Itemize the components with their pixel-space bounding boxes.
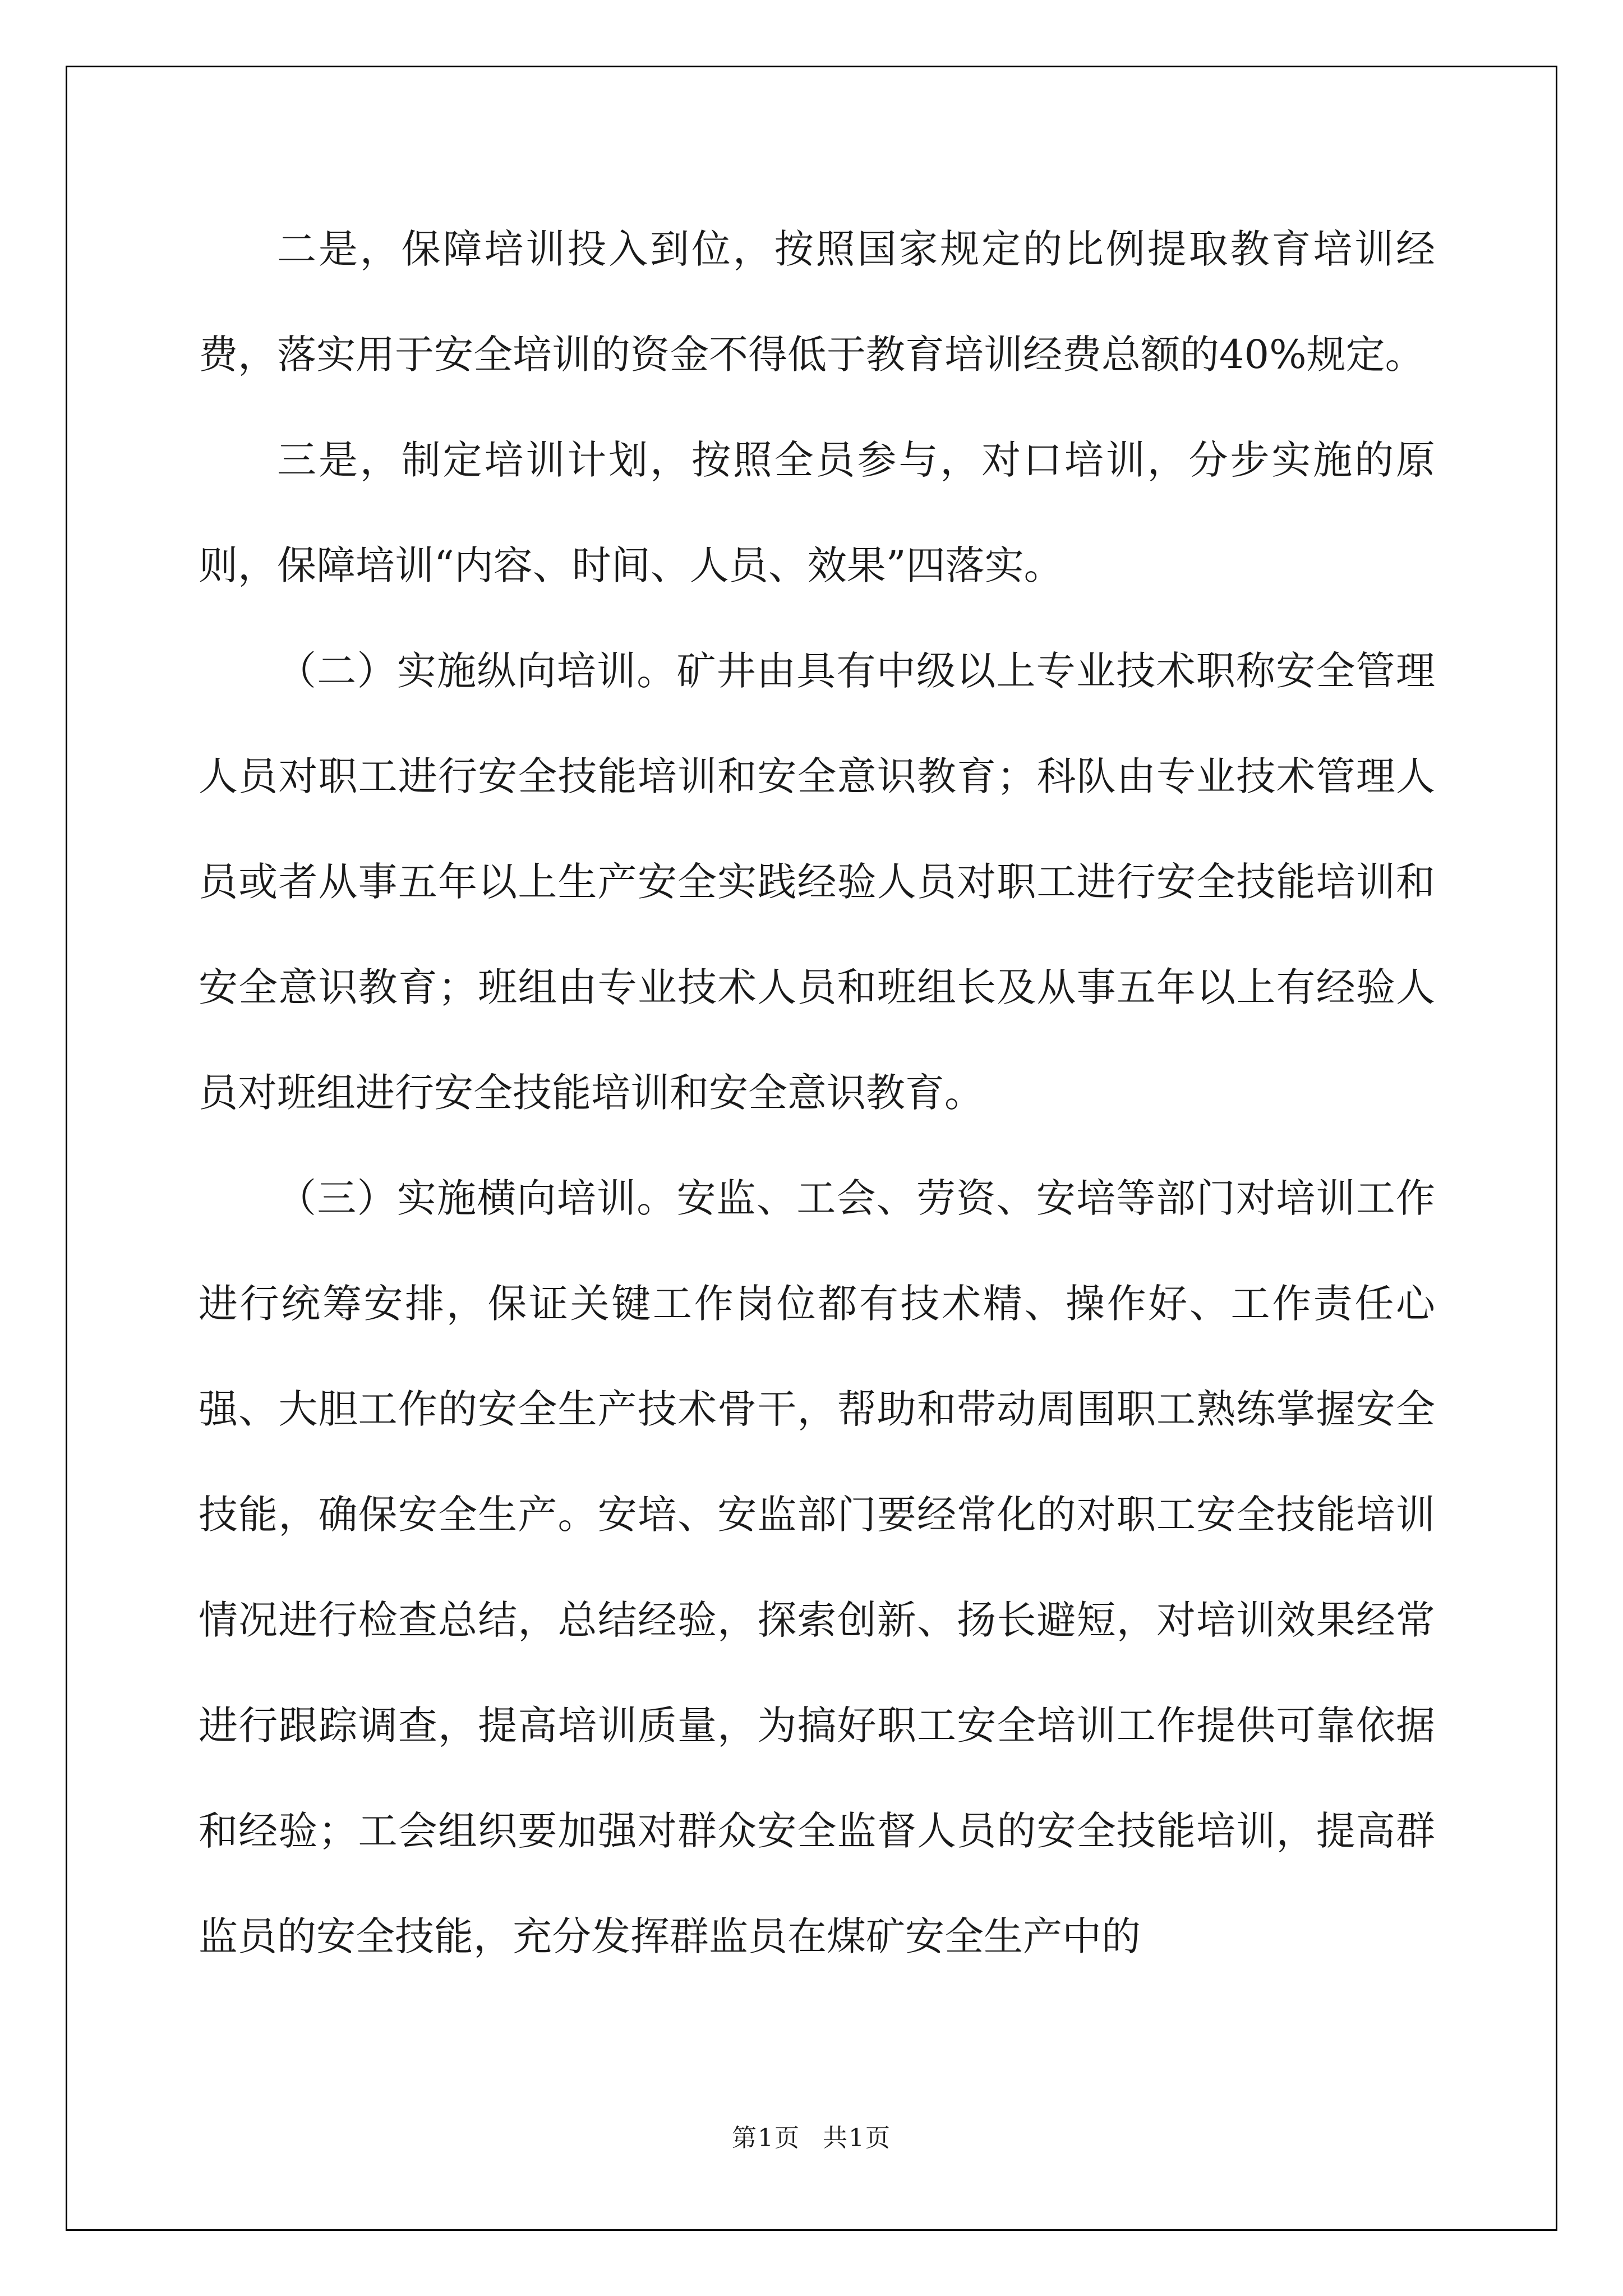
page-number: 第1页 <box>732 2124 800 2152</box>
paragraph-3: （二）实施纵向培训。矿井由具有中级以上专业技术职称安全管理人员对职工进行安全技能培训和安全意识教育；科队由专业技术管理人员或者从事五年以上生产安全实践经验人员对职工进行安全技能培训和安全意识教育；班组由专业技术人员和班组长及从事五年以上有经验人员对班组进行安全技能培训和安全意识教育。 <box>199 648 1435 1116</box>
paragraph-1: 二是，保障培训投入到位，按照国家规定的比例提取教育培训经费，落实用于安全培训的资金不得低于教育培训经费总额的40%规定。 <box>199 226 1435 378</box>
page-total: 共1页 <box>823 2124 891 2152</box>
paragraph-2: 三是，制定培训计划，按照全员参与，对口培训，分步实施的原则，保障培训“内容、时间、人员、效果”四落实。 <box>199 437 1435 588</box>
document-body <box>199 196 1435 1989</box>
page-footer <box>0 2118 1623 2154</box>
paragraph-4: （三）实施横向培训。安监、工会、劳资、安培等部门对培训工作进行统筹安排，保证关键工作岗位都有技术精、操作好、工作责任心强、大胆工作的安全生产技术骨干，帮助和带动周围职工熟练掌握安全技能，确保安全生产。安培、安监部门要经常化的对职工安全技能培训情况进行检查总结，总结经验，探索创新、扬长避短，对培训效果经常进行跟踪调查，提高培训质量，为搞好职工安全培训工作提供可靠依据和经验；工会组织要加强对群众安全监督人员的安全技能培训，提高群监员的安全技能，充分发挥群监员在煤矿安全生产中的 <box>199 1175 1435 1959</box>
